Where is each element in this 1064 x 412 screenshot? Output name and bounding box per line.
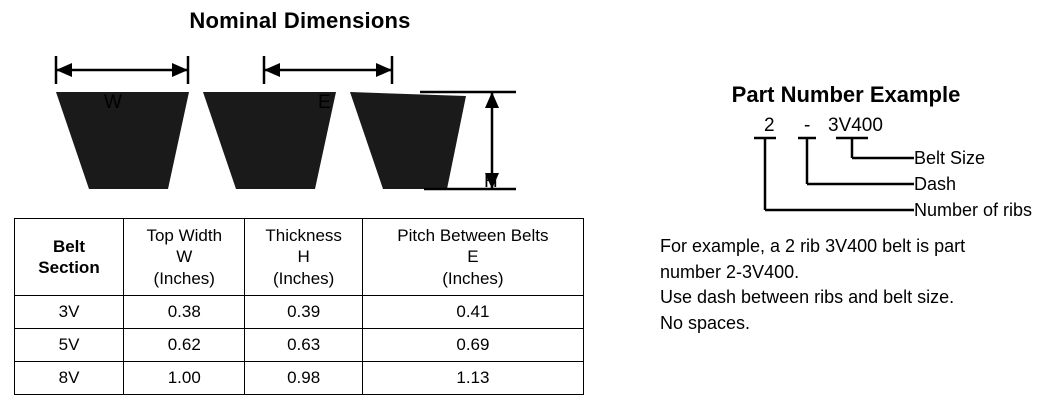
cell-pitch: 0.69	[362, 329, 583, 362]
cell-top-width: 0.38	[124, 296, 245, 329]
cell-belt-section: 8V	[15, 362, 124, 395]
callout-leader-lines	[646, 136, 1064, 236]
table-row	[15, 362, 584, 395]
note-line: No spaces.	[660, 312, 751, 333]
w-arrow-right	[172, 63, 188, 77]
e-arrow-left	[264, 63, 280, 77]
part-number-panel	[646, 0, 1064, 412]
table-header-row	[15, 219, 584, 296]
w-label: W	[104, 92, 122, 113]
cell-thickness: 0.98	[245, 362, 362, 395]
header-belt-section: Belt Section	[15, 219, 124, 296]
callout-number-of-ribs: Number of ribs	[914, 200, 1033, 220]
header-pitch-between-belts: Pitch Between Belts E (Inches)	[362, 219, 583, 296]
cell-pitch: 1.13	[362, 362, 583, 395]
part-number-dash: -	[804, 115, 811, 136]
e-arrow-right	[376, 63, 392, 77]
cell-belt-section: 3V	[15, 296, 124, 329]
belt-cross-section-drawing	[0, 44, 600, 214]
cell-belt-section: 5V	[15, 329, 124, 362]
belt-profile-svg	[0, 44, 600, 214]
belt-dimensions-table	[14, 218, 584, 395]
w-arrow-left	[56, 63, 72, 77]
cell-top-width: 1.00	[124, 362, 245, 395]
e-dimension-line	[264, 56, 392, 84]
callout-belt-size: Belt Size	[914, 148, 986, 168]
note-line: For example, a 2 rib 3V400 belt is part	[660, 236, 966, 256]
part-number-size: 3V400	[828, 115, 883, 136]
e-label: E	[318, 92, 331, 113]
header-thickness: Thickness H (Inches)	[245, 219, 362, 296]
table-row	[15, 296, 584, 329]
table-row	[15, 329, 584, 362]
note-line: number 2-3V400.	[660, 261, 800, 282]
cell-thickness: 0.39	[245, 296, 362, 329]
h-label: H	[484, 171, 498, 192]
cell-pitch: 0.41	[362, 296, 583, 329]
h-arrow-top	[485, 92, 499, 108]
callout-dash: Dash	[914, 174, 957, 194]
nominal-dimensions-title: Nominal Dimensions	[189, 8, 411, 33]
part-number-example-title: Part Number Example	[731, 82, 961, 107]
w-dimension-line	[56, 56, 188, 84]
part-number-ribs: 2	[764, 115, 775, 136]
cell-top-width: 0.62	[124, 329, 245, 362]
header-top-width: Top Width W (Inches)	[124, 219, 245, 296]
cell-thickness: 0.63	[245, 329, 362, 362]
note-line: Use dash between ribs and belt size.	[660, 287, 955, 308]
example-notes	[660, 234, 1064, 336]
